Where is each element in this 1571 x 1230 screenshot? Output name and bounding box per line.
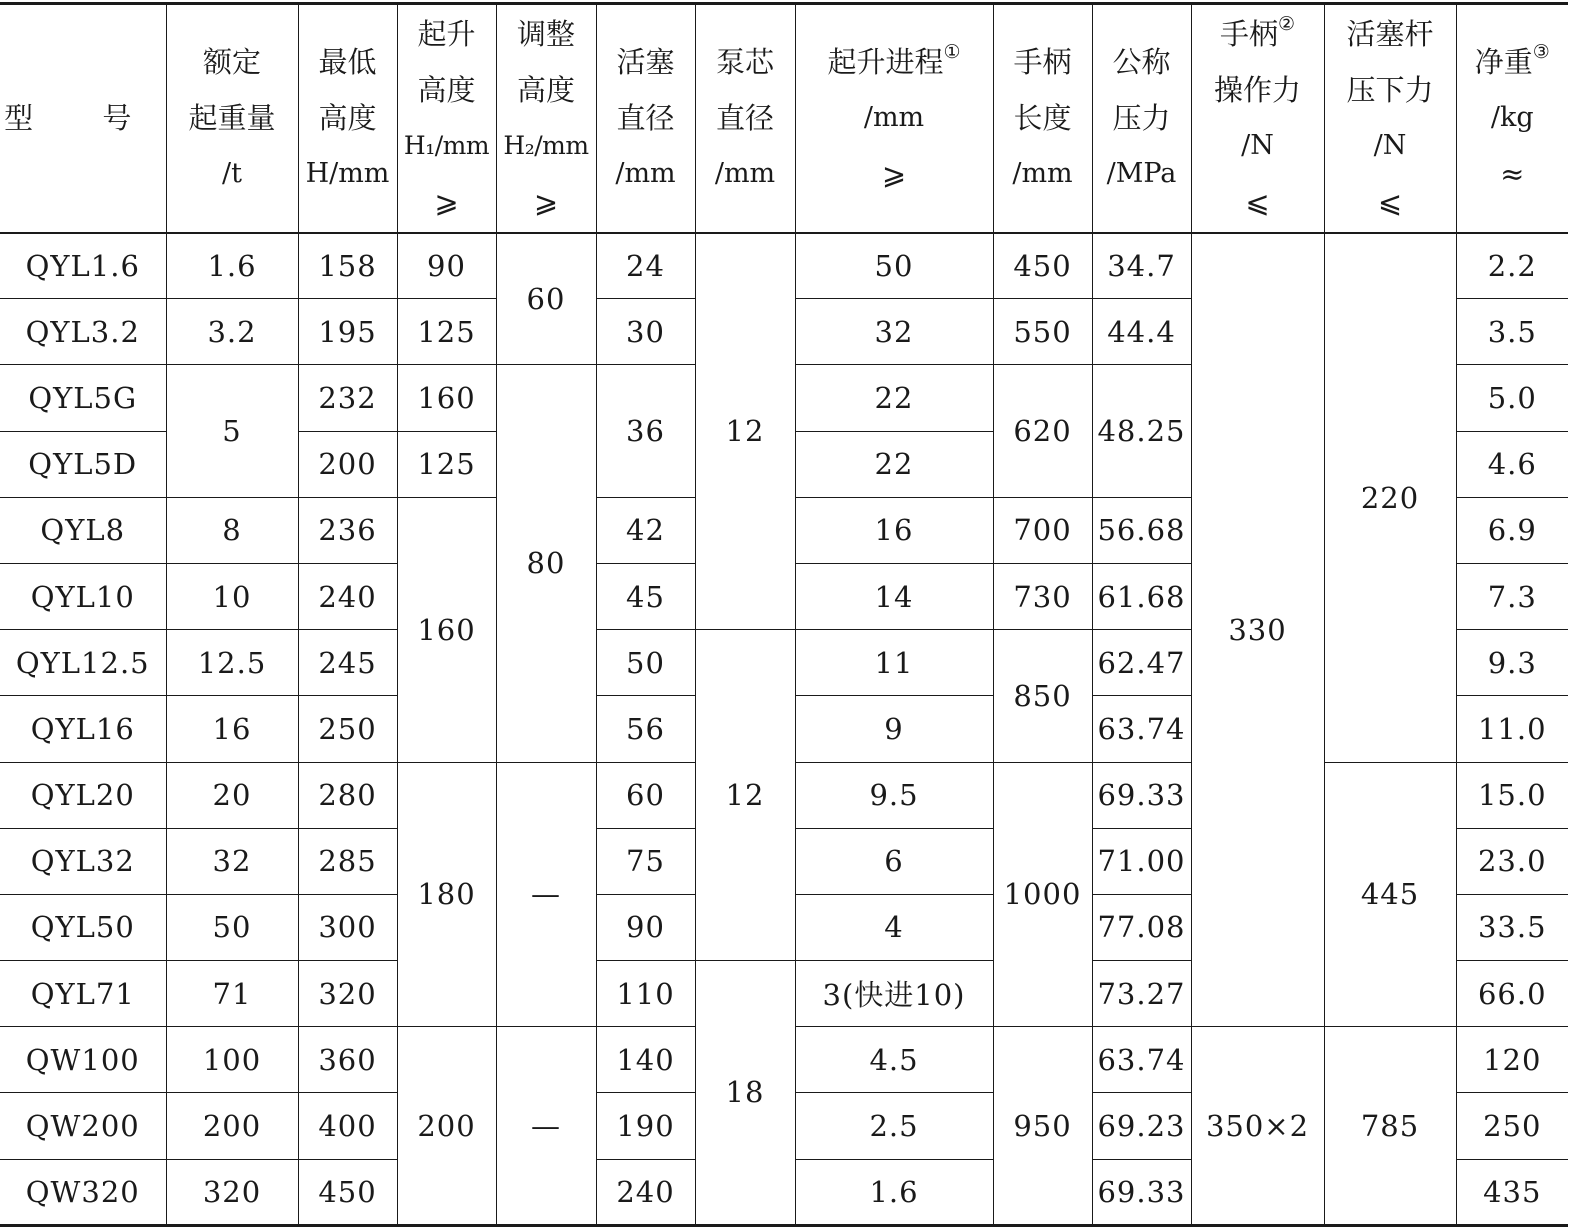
rated-load-cell: 5 xyxy=(166,365,298,497)
net-weight-cell: 250 xyxy=(1456,1093,1568,1159)
model-cell: QYL5D xyxy=(0,431,166,497)
lift-height-cell: 125 xyxy=(397,299,496,365)
header-row xyxy=(0,4,1568,233)
lift-stroke-cell: 6 xyxy=(795,828,993,894)
nominal-pressure-cell: 71.00 xyxy=(1092,828,1191,894)
rod-force-cell: 785 xyxy=(1324,1027,1456,1226)
handle-length-cell: 550 xyxy=(993,299,1092,365)
model-cell: QYL8 xyxy=(0,497,166,563)
net-weight-cell: 2.2 xyxy=(1456,233,1568,299)
rated-load-cell: 200 xyxy=(166,1093,298,1159)
lift-height-cell: 160 xyxy=(397,365,496,431)
rated-load-cell: 16 xyxy=(166,696,298,762)
lift-height-cell: 90 xyxy=(397,233,496,299)
model-cell: QYL3.2 xyxy=(0,299,166,365)
adjust-height-cell: — xyxy=(496,762,596,1027)
piston-diameter-cell: 240 xyxy=(596,1159,695,1225)
piston-diameter-cell: 42 xyxy=(596,497,695,563)
piston-diameter-cell: 75 xyxy=(596,828,695,894)
min-height-cell: 200 xyxy=(298,431,397,497)
net-weight-cell: 4.6 xyxy=(1456,431,1568,497)
rated-load-cell: 50 xyxy=(166,894,298,960)
rated-load-cell: 10 xyxy=(166,563,298,629)
header-piston-diameter: 活塞 直径 /mm xyxy=(596,4,695,233)
piston-diameter-cell: 90 xyxy=(596,894,695,960)
handle-length-cell: 700 xyxy=(993,497,1092,563)
adjust-height-cell: 80 xyxy=(496,365,596,762)
lift-stroke-cell: 9.5 xyxy=(795,762,993,828)
model-cell: QYL10 xyxy=(0,563,166,629)
lift-stroke-cell: 16 xyxy=(795,497,993,563)
model-cell: QYL50 xyxy=(0,894,166,960)
net-weight-cell: 66.0 xyxy=(1456,961,1568,1027)
header-rated-load: 额定 起重量 /t xyxy=(166,4,298,233)
lift-height-cell: 125 xyxy=(397,431,496,497)
net-weight-cell: 435 xyxy=(1456,1159,1568,1225)
nominal-pressure-cell: 69.33 xyxy=(1092,762,1191,828)
model-cell: QW200 xyxy=(0,1093,166,1159)
header-lift-height: 起升 高度 H₁/mm ⩾ xyxy=(397,4,496,233)
lift-height-cell: 180 xyxy=(397,762,496,1027)
rod-force-cell: 220 xyxy=(1324,233,1456,763)
lift-stroke-cell: 22 xyxy=(795,365,993,431)
rated-load-cell: 3.2 xyxy=(166,299,298,365)
nominal-pressure-cell: 61.68 xyxy=(1092,563,1191,629)
piston-diameter-cell: 45 xyxy=(596,563,695,629)
lift-stroke-cell: 9 xyxy=(795,696,993,762)
model-cell: QW100 xyxy=(0,1027,166,1093)
lift-height-cell: 200 xyxy=(397,1027,496,1226)
handle-force-cell: 350×2 xyxy=(1191,1027,1324,1226)
min-height-cell: 450 xyxy=(298,1159,397,1225)
piston-diameter-cell: 190 xyxy=(596,1093,695,1159)
piston-diameter-cell: 140 xyxy=(596,1027,695,1093)
nominal-pressure-cell: 69.23 xyxy=(1092,1093,1191,1159)
piston-diameter-cell: 60 xyxy=(596,762,695,828)
net-weight-cell: 5.0 xyxy=(1456,365,1568,431)
net-weight-cell: 3.5 xyxy=(1456,299,1568,365)
pump-diameter-cell: 18 xyxy=(695,961,795,1226)
min-height-cell: 236 xyxy=(298,497,397,563)
piston-diameter-cell: 50 xyxy=(596,630,695,696)
piston-diameter-cell: 110 xyxy=(596,961,695,1027)
min-height-cell: 360 xyxy=(298,1027,397,1093)
handle-length-cell: 450 xyxy=(993,233,1092,299)
lift-height-cell: 160 xyxy=(397,497,496,762)
nominal-pressure-cell: 63.74 xyxy=(1092,696,1191,762)
net-weight-cell: 23.0 xyxy=(1456,828,1568,894)
min-height-cell: 245 xyxy=(298,630,397,696)
min-height-cell: 320 xyxy=(298,961,397,1027)
rated-load-cell: 100 xyxy=(166,1027,298,1093)
spec-table xyxy=(0,2,1568,1227)
min-height-cell: 285 xyxy=(298,828,397,894)
min-height-cell: 158 xyxy=(298,233,397,299)
net-weight-cell: 15.0 xyxy=(1456,762,1568,828)
nominal-pressure-cell: 69.33 xyxy=(1092,1159,1191,1225)
model-cell: QYL1.6 xyxy=(0,233,166,299)
header-nominal-pressure: 公称 压力 /MPa xyxy=(1092,4,1191,233)
lift-stroke-cell: 32 xyxy=(795,299,993,365)
model-cell: QYL71 xyxy=(0,961,166,1027)
min-height-cell: 195 xyxy=(298,299,397,365)
nominal-pressure-cell: 44.4 xyxy=(1092,299,1191,365)
lift-stroke-cell: 3(快进10) xyxy=(795,961,993,1027)
header-handle-force: 手柄② 操作力 /N ⩽ xyxy=(1191,4,1324,233)
piston-diameter-cell: 36 xyxy=(596,365,695,497)
rated-load-cell: 1.6 xyxy=(166,233,298,299)
handle-length-cell: 620 xyxy=(993,365,1092,497)
nominal-pressure-cell: 34.7 xyxy=(1092,233,1191,299)
model-cell: QYL32 xyxy=(0,828,166,894)
lift-stroke-cell: 14 xyxy=(795,563,993,629)
model-cell: QYL20 xyxy=(0,762,166,828)
nominal-pressure-cell: 73.27 xyxy=(1092,961,1191,1027)
net-weight-cell: 33.5 xyxy=(1456,894,1568,960)
net-weight-cell: 9.3 xyxy=(1456,630,1568,696)
nominal-pressure-cell: 62.47 xyxy=(1092,630,1191,696)
handle-length-cell: 1000 xyxy=(993,762,1092,1027)
lift-stroke-cell: 50 xyxy=(795,233,993,299)
header-handle-length: 手柄 长度 /mm xyxy=(993,4,1092,233)
net-weight-cell: 6.9 xyxy=(1456,497,1568,563)
handle-length-cell: 730 xyxy=(993,563,1092,629)
min-height-cell: 250 xyxy=(298,696,397,762)
rated-load-cell: 20 xyxy=(166,762,298,828)
rated-load-cell: 320 xyxy=(166,1159,298,1225)
net-weight-cell: 11.0 xyxy=(1456,696,1568,762)
model-cell: QYL5G xyxy=(0,365,166,431)
pump-diameter-cell: 12 xyxy=(695,233,795,630)
header-rod-force: 活塞杆 压下力 /N ⩽ xyxy=(1324,4,1456,233)
header-min-height: 最低 高度 H/mm xyxy=(298,4,397,233)
lift-stroke-cell: 11 xyxy=(795,630,993,696)
min-height-cell: 280 xyxy=(298,762,397,828)
pump-diameter-cell: 12 xyxy=(695,630,795,961)
piston-diameter-cell: 56 xyxy=(596,696,695,762)
min-height-cell: 400 xyxy=(298,1093,397,1159)
lift-stroke-cell: 2.5 xyxy=(795,1093,993,1159)
rated-load-cell: 8 xyxy=(166,497,298,563)
lift-stroke-cell: 1.6 xyxy=(795,1159,993,1225)
lift-stroke-cell: 4 xyxy=(795,894,993,960)
rated-load-cell: 71 xyxy=(166,961,298,1027)
adjust-height-cell: 60 xyxy=(496,233,596,365)
handle-length-cell: 950 xyxy=(993,1027,1092,1226)
lift-stroke-cell: 4.5 xyxy=(795,1027,993,1093)
nominal-pressure-cell: 56.68 xyxy=(1092,497,1191,563)
rated-load-cell: 32 xyxy=(166,828,298,894)
min-height-cell: 300 xyxy=(298,894,397,960)
adjust-height-cell: — xyxy=(496,1027,596,1226)
piston-diameter-cell: 30 xyxy=(596,299,695,365)
model-cell: QYL16 xyxy=(0,696,166,762)
nominal-pressure-cell: 63.74 xyxy=(1092,1027,1191,1093)
model-cell: QW320 xyxy=(0,1159,166,1225)
min-height-cell: 240 xyxy=(298,563,397,629)
header-pump-diameter: 泵芯 直径 /mm xyxy=(695,4,795,233)
lift-stroke-cell: 22 xyxy=(795,431,993,497)
handle-length-cell: 850 xyxy=(993,630,1092,762)
table-row xyxy=(0,233,1568,299)
handle-force-cell: 330 xyxy=(1191,233,1324,1027)
header-lift-stroke: 起升进程① /mm ⩾ xyxy=(795,4,993,233)
header-model: 型 号 xyxy=(0,4,166,233)
rod-force-cell: 445 xyxy=(1324,762,1456,1027)
header-net-weight: 净重③ /kg ≈ xyxy=(1456,4,1568,233)
rated-load-cell: 12.5 xyxy=(166,630,298,696)
net-weight-cell: 7.3 xyxy=(1456,563,1568,629)
header-adjust-height: 调整 高度 H₂/mm ⩾ xyxy=(496,4,596,233)
model-cell: QYL12.5 xyxy=(0,630,166,696)
nominal-pressure-cell: 77.08 xyxy=(1092,894,1191,960)
piston-diameter-cell: 24 xyxy=(596,233,695,299)
net-weight-cell: 120 xyxy=(1456,1027,1568,1093)
nominal-pressure-cell: 48.25 xyxy=(1092,365,1191,497)
min-height-cell: 232 xyxy=(298,365,397,431)
